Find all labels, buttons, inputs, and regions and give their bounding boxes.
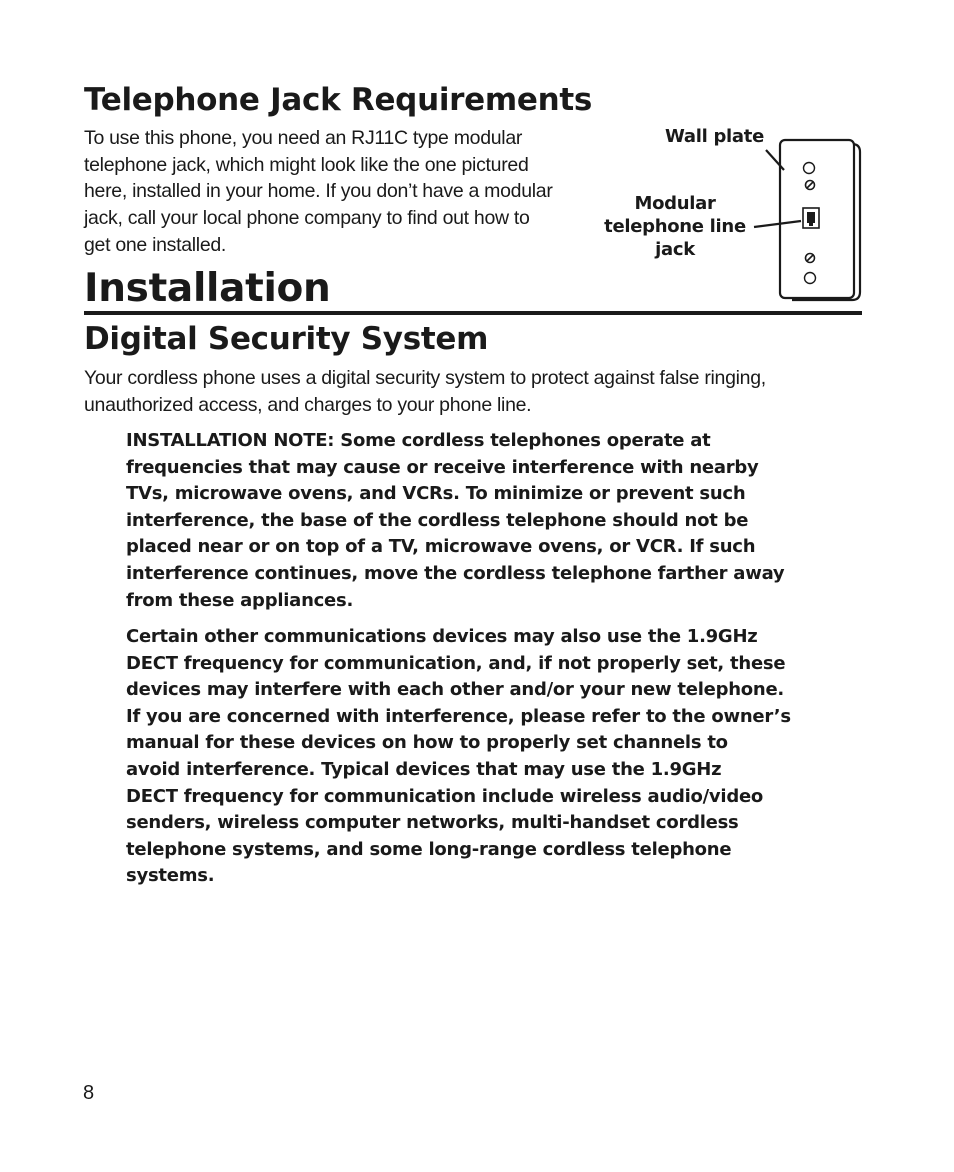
section-title-digital-security: Digital Security System	[84, 321, 489, 357]
text-line: telephone jack, which might look like the one pictured	[84, 153, 529, 176]
text-line: interference continues, move the cordless telephone farther away	[126, 562, 785, 584]
text-line: If you are concerned with interference, please refer to the owner’s	[126, 705, 791, 727]
text-line: telephone systems, and some long-range cordless telephone	[126, 838, 732, 860]
wall-plate-label: Wall plate	[665, 126, 764, 147]
text-line: jack, call your local phone company to find out how to	[84, 207, 530, 230]
page-number: 8	[83, 1082, 95, 1104]
text-line: manual for these devices on how to properly set channels to	[126, 732, 728, 754]
text-line: devices may interfere with each other and/or your new telephone.	[126, 679, 785, 701]
text-line: DECT frequency for communication include wireless audio/video	[126, 785, 764, 807]
chapter-title-installation: Installation	[84, 266, 331, 311]
section-title-jack-requirements: Telephone Jack Requirements	[84, 82, 593, 118]
text-line: here, installed in your home. If you don’t have a modular	[84, 180, 553, 203]
text-line: Your cordless phone uses a digital security system to protect against false ringing,	[84, 367, 766, 389]
text-line: Certain other communications devices may also use the 1.9GHz	[126, 626, 758, 647]
text-line: from these appliances.	[126, 589, 354, 611]
text-line: frequencies that may cause or receive interference with nearby	[126, 456, 759, 478]
installation-note	[126, 428, 826, 614]
text-line: DECT frequency for communication, and, if not properly set, these	[126, 652, 786, 674]
jack-requirements-body	[84, 125, 604, 259]
text-line: interference, the base of the cordless telephone should not be	[126, 509, 749, 531]
text-line: avoid interference. Typical devices that may use the 1.9GHz	[126, 758, 722, 780]
label-line: Modular	[634, 193, 716, 214]
modular-jack-label	[596, 192, 754, 261]
text-line: systems.	[126, 865, 215, 887]
text-line: get one installed.	[84, 233, 227, 256]
label-line: telephone line	[604, 216, 746, 237]
title-rule	[84, 311, 862, 315]
text-line: senders, wireless computer networks, multi-handset cordless	[126, 812, 739, 834]
dect-interference-note	[126, 624, 826, 890]
text-line: placed near or on top of a TV, microwave ovens, or VCR. If such	[126, 536, 756, 558]
label-line: jack	[655, 239, 695, 260]
wall-plate-illustration	[740, 130, 870, 310]
text-line: unauthorized access, and charges to your phone line.	[84, 393, 532, 416]
text-line: INSTALLATION NOTE: Some cordless telephones operate at	[126, 430, 711, 451]
digital-security-body	[84, 365, 864, 418]
plate-face	[780, 140, 854, 298]
text-line: To use this phone, you need an RJ11C type modular	[84, 127, 523, 149]
text-line: TVs, microwave ovens, and VCRs. To minimize or prevent such	[126, 483, 746, 505]
